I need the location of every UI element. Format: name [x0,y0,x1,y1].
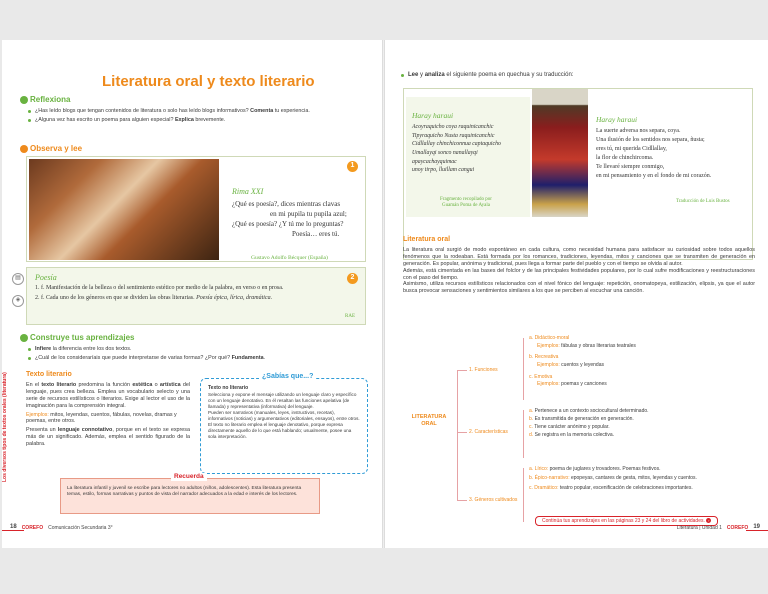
caracteristicas-list [529,407,754,439]
funciones-label: 1. Funciones [469,367,498,373]
recuerda-box [60,473,320,514]
list-item: Lee y analiza el siguiente poema en quechua y su traducción: [401,72,751,80]
list-item: c. Emotiva [529,373,553,380]
definition-1: 1. f. Manifestación de la belleza o del sentimiento estético por medio de la palabra, en verso o en prosa. [35,285,284,291]
list-item: Infiere la diferencia entre los dos textos. [28,346,373,353]
construye-icon [20,334,28,342]
footer-text: Literatura | Unidad 1 [676,524,722,531]
construye-list [28,346,373,365]
arrow-right-icon: › [708,518,710,523]
page-number: 19 [753,524,760,530]
badge-1: 1 [347,161,358,172]
recuerda-heading: Recuerda [171,473,207,481]
definition-2: 2. f. Cada uno de los géneros en que se dividen las obras literarias. Poesía épica, lírica, dramática. [35,295,273,301]
generos-label: 3. Géneros cultivados [469,497,518,503]
texto-literario-p1: En el texto literario predomina la función estética o artística del lenguaje, pues crea belleza. Emplea un vocabulario selecto y una serie de recursos estilísticos o literarios. Exige al lector el uso de la imaginación para la comprensión integral. [26,381,191,409]
list-item: a. Lírico: poema de juglares y trovadores. Poemas festivos. [529,466,661,472]
quechua-text: Acoyraquicho coya raquinicanchic Tipyraquicho Nusta raquinicanchic Cidllallay chinchiconnua captaquicho Umallayqi sonco nanallayqi apaycachayquimac unoy tirpo, lluillam cangui [412,124,501,174]
connector [523,468,524,522]
list-item: ¿Alguna vez has escrito un poema para alguien especial? Explica brevemente. [28,117,373,124]
side-tab: Los diversos tipos de textos orales (literatura) [2,372,8,483]
connector [457,432,467,433]
list-item: Ejemplos: poemas y canciones [537,381,607,388]
literatura-oral-section [403,236,755,295]
sabias-body-3: El texto no literario emplea el lenguaje denotativo, porque expresa directamente aquello de lo que está hablando; usualmente, posee una sola interpretación. [208,421,352,439]
painting-image [29,159,219,260]
list-item: d. Se registra en la memoria colectiva. [529,432,615,438]
list-item: Ejemplos: fábulas y obras literarias teatrales [537,342,636,349]
left-footer [10,524,113,532]
list-item: a. Didáctico-moral [529,335,570,341]
sabias-body-2: Pueden ser narrativos (manuales, leyes, instructivos, recetas), informativos (noticias) y argumentativos (editoriales, ensayos), entre otros. [208,410,360,421]
quechua-title: Haray haraui [412,111,454,120]
texto-literario-p2: Presenta un lenguaje connotativo, porque en el texto se expresa más de un significado. Además, emplea el sentido figurado de la palabra. [26,427,190,448]
list-item: b. Épico-narrativo: epopeyas, cantares de gesta, mitos, leyendas y cuentos. [529,475,697,482]
list-item: b. Recreativa [529,354,559,361]
dictionary-icon: ◈ [12,295,24,307]
list-item: Ejemplos: cuentos y leyendas [537,361,604,368]
connector [523,338,524,400]
sabias-heading: ¿Sabías que...? [259,373,316,382]
list-item: b. Es transmitida de generación en generación. [529,416,634,422]
intro-list [401,72,751,82]
reflexiona-list [28,108,373,127]
reflexiona-icon [20,96,28,104]
texto-literario-heading: Texto literario [26,371,72,378]
literatura-oral-heading: Literatura oral [403,236,451,243]
connector [457,370,458,500]
reflexiona-heading: Reflexiona [20,95,70,105]
sabias-box [200,373,368,474]
concept-map [385,330,768,520]
poem-card [26,156,366,262]
page-title: Literatura oral y texto literario [102,73,315,90]
literatura-oral-p3: Asimismo, utiliza recursos estilísticos relacionados con el nivel fónico del lenguaje: repetición, onomatopeya, estilización, elipsis, ya que el autor busca provocar sensaciones y sentimientos similares a los que se perciben al escuchar una canción. [403,281,755,295]
list-item: a. Pertenece a un contexto sociocultural determinado. [529,408,649,414]
translation-credit: Traducción de Luis Bustos [676,199,730,204]
definition-source: RAE [345,314,355,319]
poem-title: Rima XXI [232,187,264,196]
list-item: c. Dramático: teatro popular, escenificación de celebraciones importantes. [529,484,693,491]
concept-map-root: LITERATURA ORAL [411,414,447,428]
definition-card [26,267,366,325]
caracteristicas-label: 2. Características [469,429,508,435]
right-page [385,40,768,548]
quechua-credit: Fragmento recopilado por Guamán Poma de Ayala [440,197,492,209]
connector [523,410,524,458]
badge-2: 2 [347,273,358,284]
brand-logo: COREFO [726,524,749,531]
list-item: c. Tiene carácter anónimo y popular. [529,424,610,430]
definition-title: Poesía [35,273,57,282]
right-footer [677,524,760,532]
poem-text: ¿Qué es poesía?, dices mientras clavas en mi pupila tu pupila azul; ¿Qué es poesía? ¿Y tú me lo preguntas? Poesía… eres tú. [232,200,347,239]
literatura-oral-p1: La literatura oral surgió de modo espontáneo en cada cultura, como necesidad humana para satisfacer su curiosidad sobre todos aquellos fenómenos que la rodeaban. Está formada por los romances, tradiciones, leyendas, mitos y canciones que se transmiten de generación en generación. Es popular, anónima y tradicional, pues llega a formar parte del pueblo y con el tiempo se olvida al autor. [403,246,755,267]
spanish-title: Haray haraui [596,115,638,124]
funciones-list [529,335,754,389]
connector [457,500,467,501]
sabias-body-1: Selecciona y expone el mensaje utilizando un lenguaje claro y específico con un lenguaje denotativo. En él resaltan las funciones apelativa (de llamada) y representativa (informativa) del lenguaje. [208,392,357,410]
recuerda-body: La literatura infantil y juvenil se escribe para lectores no adultos (niños, adolescentes). Esta literatura presenta temas, estilo, formas narrativas y puntos de vista del narrador adecuados a la edad e interés de los lectores. [67,486,302,498]
poem-author: Gustavo Adolfo Bécquer (España) [251,255,328,261]
literatura-oral-p2: Además, está cimentada en las bases del folclor y de las principales festividades populares, por lo cual sufre modificaciones y reestructuraciones con el paso del tiempo. [403,267,755,281]
left-page [2,40,382,548]
page-number: 18 [10,524,17,530]
list-item: ¿Cuál de los consideraríais que puede interpretarse de varias formas? ¿Por qué? Fundamenta. [28,355,373,362]
construye-heading: Construye tus aprendizajes [20,333,134,343]
brand-logo: COREFO [21,524,44,531]
continua-link[interactable]: Continúa tus aprendizajes en las páginas 23 y 24 del libro de actividades. › [535,516,718,526]
list-item: ¿Has leído blogs que tengan contenidos de literatura o solo has leído blogs informativos? Comenta tu experiencia. [28,108,373,115]
sabias-subheading: Texto no literario [208,385,249,391]
observa-icon [20,145,28,153]
texto-literario-section [26,371,190,448]
observa-heading: Observa y lee [20,144,82,154]
footer-text: Comunicación Secundaria 3° [48,524,113,531]
connector [457,370,467,371]
spanish-text: La suerte adversa nos separa, coya. Una ilusión de los sentidos nos separa, ñusta; eres tú, mi querida Cidllallay, la flor de chinchircoma. Te llevaré siempre conmigo, en mi pensamiento y en el fondo de mi corazón. [596,128,712,179]
generos-list [529,466,754,492]
quechua-poem-card [403,88,753,260]
texto-literario-ejemplos: Ejemplos: mitos, leyendas, cuentos, fábulas, novelas, dramas y poemas, entre otros. [26,411,177,425]
quechua-woman-illustration [532,89,588,217]
book-icon: ▤ [12,273,24,285]
